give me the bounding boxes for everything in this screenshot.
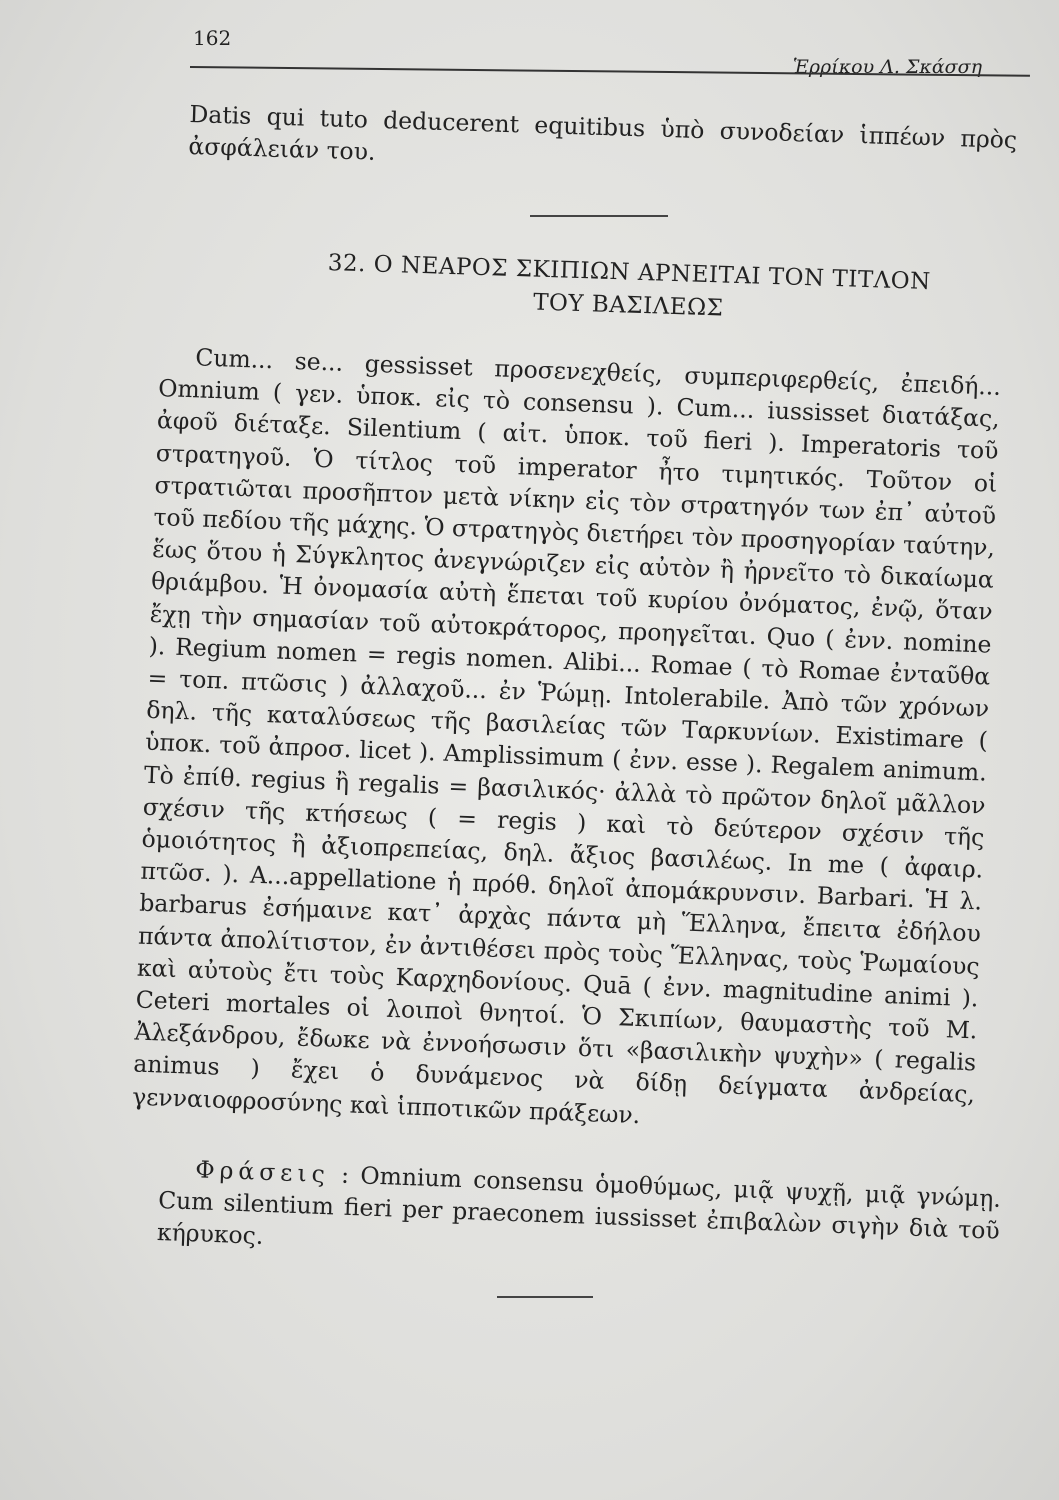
intro-paragraph: Datis qui tuto deducerent equitibus ὑπὸ συνοδείαν ἱππέων πρὸς ἀσφάλειάν του. [188,99,1018,167]
section-divider-bottom [497,1296,593,1298]
commentary-paragraph: Cum... se... gessisset προσενεχθείς, συμπεριφερθείς, ἐπειδή... Omnium ( γεν. ὑποκ. εἰς τὸ consensu ). Cum... iussisset διατάξας, ἀφοῦ διέταξε. Silentium ( αἰτ. ὑποκ. τοῦ fieri ). Imperatoris τοῦ στρατηγοῦ. Ὁ τίτλος τοῦ imperator ἦτο τιμητικός. Τοῦτον οἱ στρατιῶται προσῆπτον μετὰ νίκην εἰς τὸν στρατηγόν των ἐπ᾿ αὐτοῦ τοῦ πεδίου τῆς μάχης. Ὁ στρατηγὸς διετήρει τὸν προσηγορίαν ταύτην, ἕως ὅτου ἡ Σύγκλητος ἀνεγνώριζεν εἰς αὐτὸν ἢ ἠρνεῖτο τὸ δικαίωμα θριάμβου. Ἡ ὀνομασία αὐτὴ ἕπεται τοῦ κυρίου ὀνόματος, ἐνῷ, ὅταν ἔχῃ τὴν σημασίαν τοῦ αὐτοκράτορος, προηγεῖται. Quo ( ἐνν. nomine ). Regium nomen = regis nomen. Alibi... Romae ( τὸ Romae ἐνταῦθα = τοπ. πτῶσις ) ἀλλαχοῦ... ἐν Ῥώμῃ. Intolerabile. Ἀπὸ τῶν χρόνων δηλ. τῆς καταλύσεως τῆς βασιλείας τῶν Ταρκυνίων. Existimare ( ὑποκ. τοῦ ἀπροσ. licet ). Amplissimum ( ἐνν. esse ). Regalem animum. Τὸ ἐπίθ. regius ἢ regalis = βασιλικός· ἀλλὰ τὸ πρῶτον δηλοῖ μᾶλλον σχέσιν τῆς κτήσεως ( = regis ) καὶ τὸ δεύτερον σχέσιν τῆς ὁμοιότητος ἢ ἀξιοπρεπείας, δηλ. ἄξιος βασιλέως. In me ( ἀφαιρ. πτῶσ. ). A...appellatione ἡ πρόθ. δηλοῖ ἀπομάκρυνσιν. Barbari. Ἡ λ. barbarus ἐσήμαινε κατ᾿ ἀρχὰς πάντα μὴ Ἕλληνα, ἔπειτα ἐδήλου πάντα ἀπολίτιστον, ἐν ἀντιθέσει πρὸς τοὺς Ἕλληνας, τοὺς Ῥωμαίους καὶ αὐτοὺς ἔτι τοὺς Καρχηδονίους. Quā ( ἐνν. magnitudine animi ). Ceteri mortales οἱ λοιποὶ θνητοί. Ὁ Σκιπίων, θαυμαστὴς τοῦ Μ. Ἀλεξάνδρου, ἔδωκε νὰ ἐννοήσωσιν ὅτι «βασιλικὴν ψυχὴν» ( regalis animus ) ἔχει ὁ δυνάμενος νὰ δίδῃ δείγματα ἀνδρείας, γενναιοφροσύνης καὶ ἱπποτικῶν πράξεων. [131,343,1002,1129]
phrases-paragraph [156,1152,1001,1279]
commentary [132,340,1002,1143]
page-number: 162 [193,26,232,50]
phrases-section [156,1152,1001,1279]
section-title-line-1: 32. Ο ΝΕΑΡΟΣ ΣΚΙΠΙΩΝ ΑΡΝΕΙΤΑΙ ΤΟΝ ΤΙΤΛΟΝ [327,250,932,296]
phrases-text: : Omnium consensu ὁμοθύμως, μιᾷ ψυχῇ, μιᾷ γνώμῃ. Cum silentium fieri per praeconem iussisset ἐπιβαλὼν σιγὴν διὰ τοῦ κήρυκος. [156,1160,1002,1251]
section-title-line-2: ΤΟΥ ΒΑΣΙΛΕΩΣ [532,289,724,322]
phrases-label: Φράσεις [194,1155,331,1189]
section-title [228,244,1030,335]
section-divider-top [530,215,668,217]
running-head: Ἑρρίκου Λ. Σκάσση [792,56,982,78]
